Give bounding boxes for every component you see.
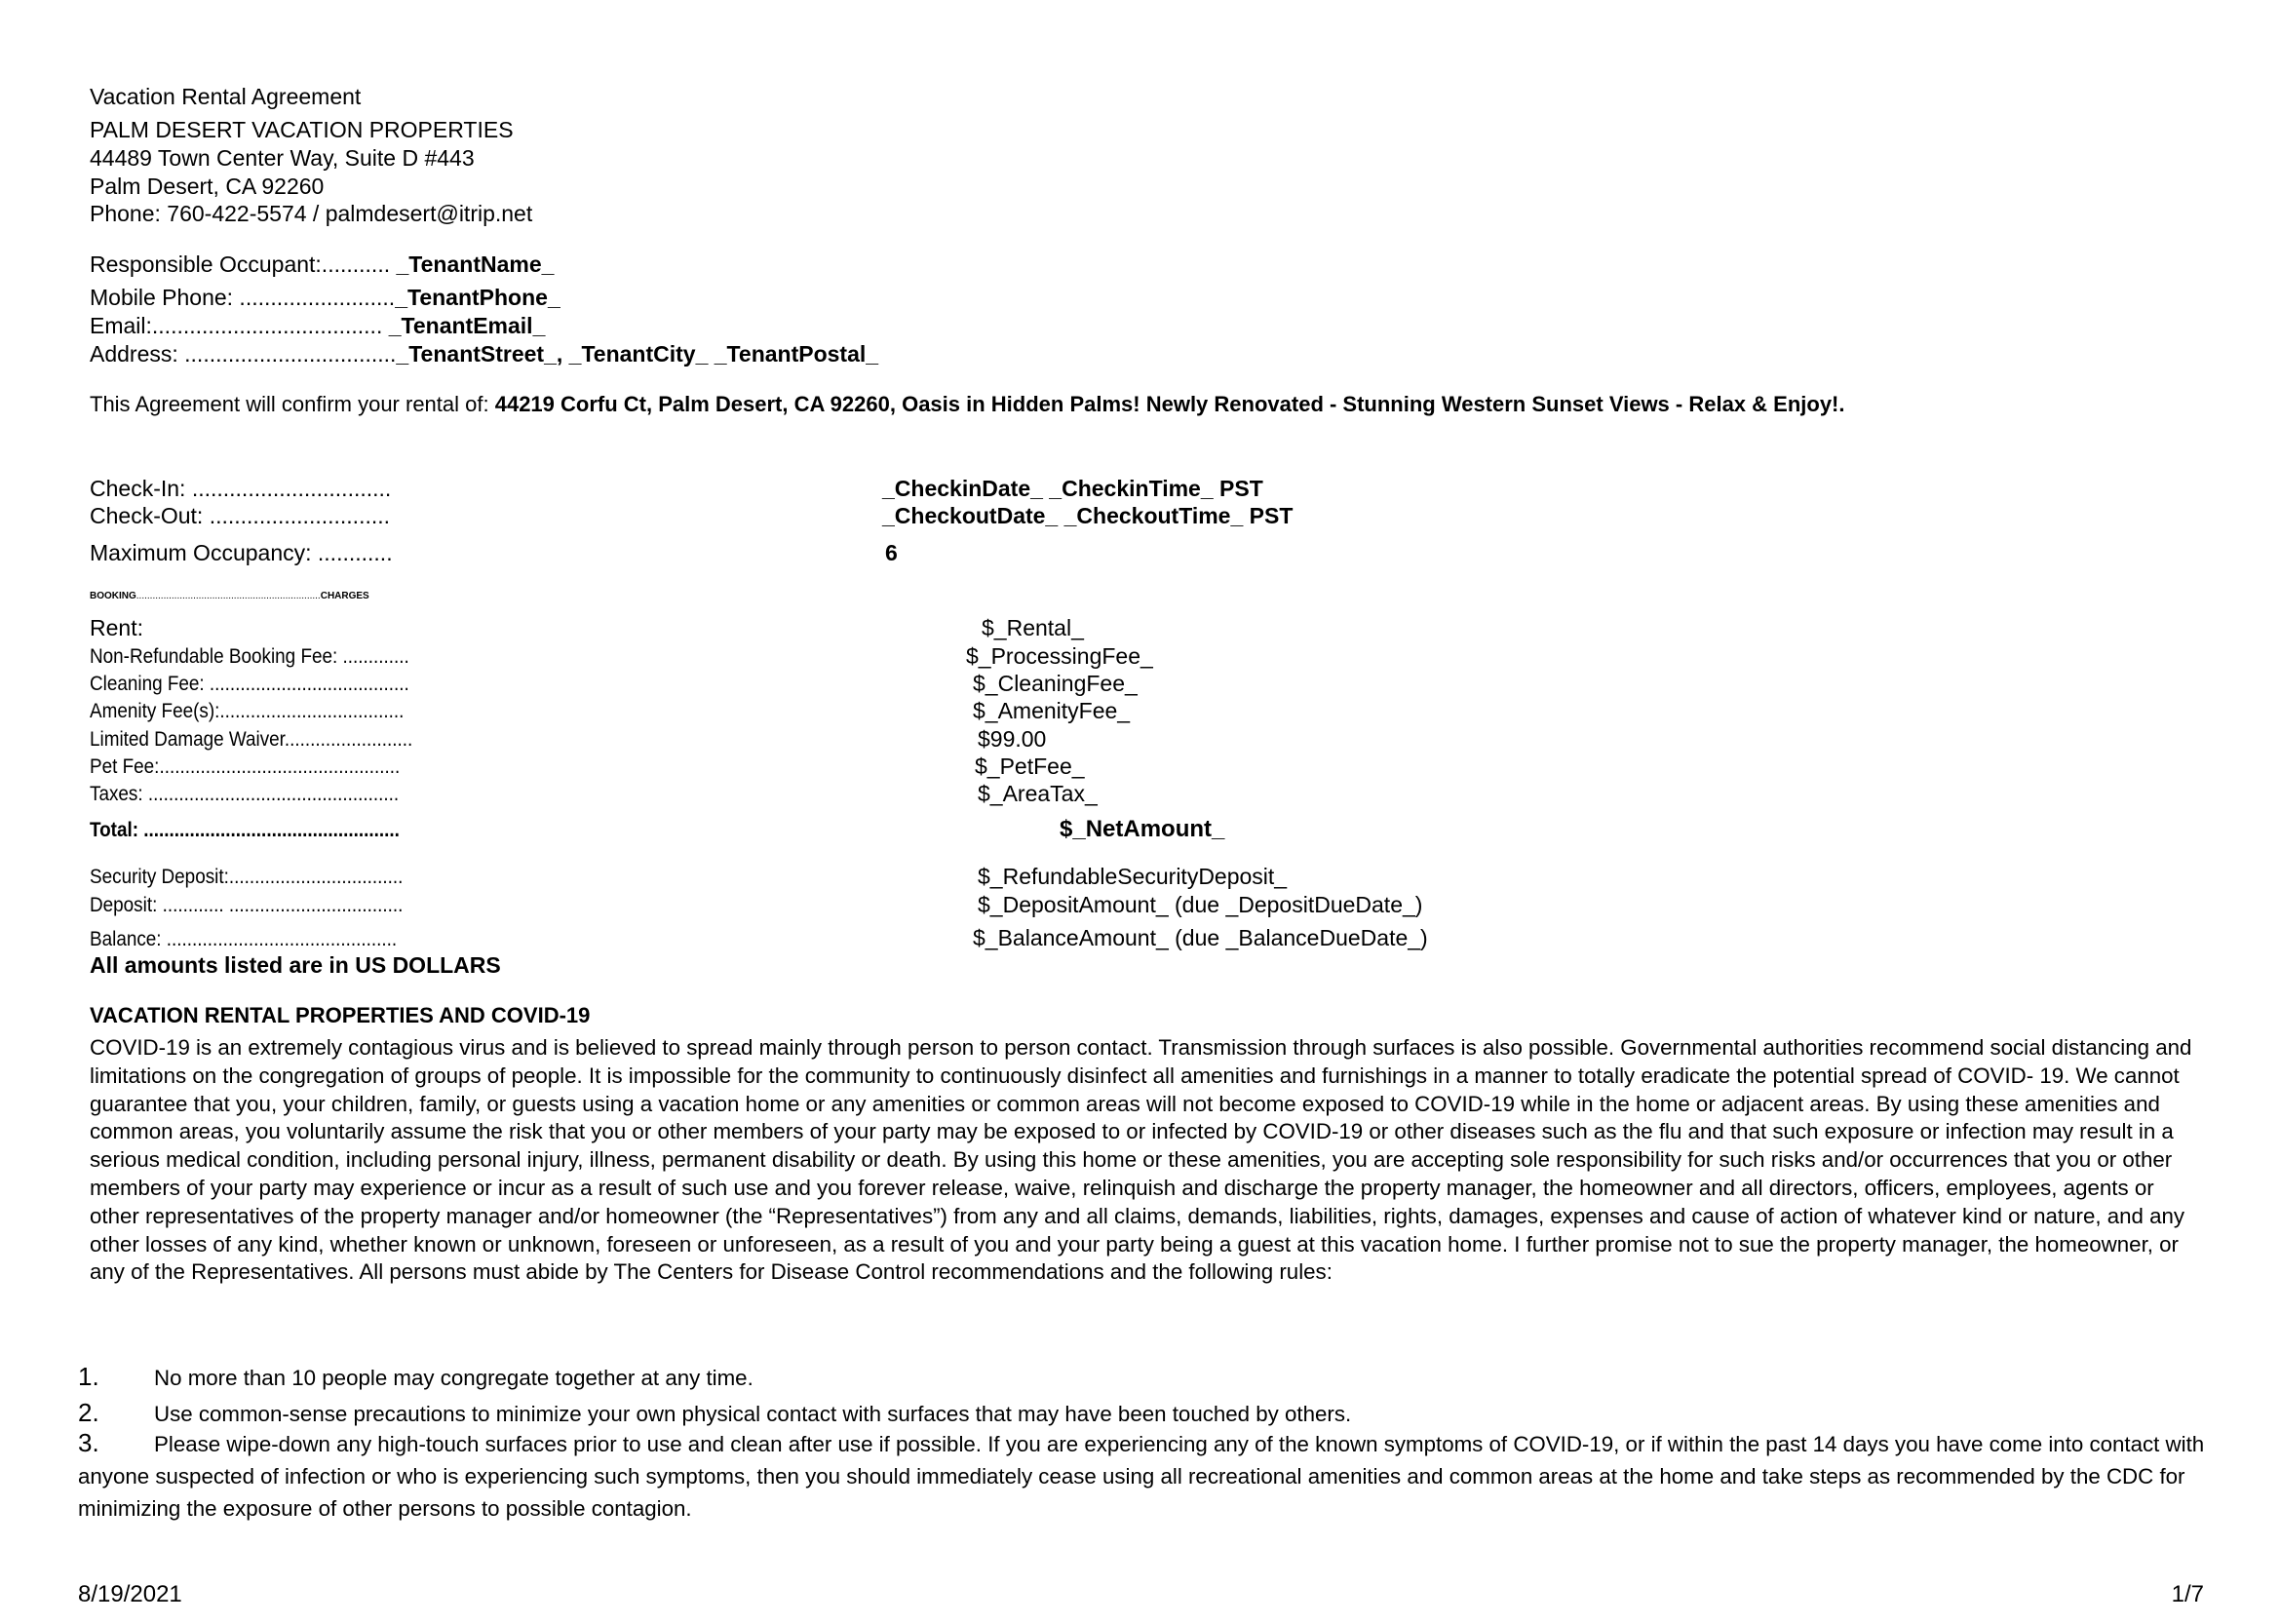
cleaning-fee-value: $_CleaningFee_ [973,671,1138,696]
booking-charges-heading [90,591,369,602]
total-value: $_NetAmount_ [1060,816,1225,842]
covid-rule-2 [78,1397,2242,1430]
deposit-label: Deposit: ............ .................................. [90,894,404,916]
tenant-phone-value: _TenantPhone_ [395,285,560,310]
rule-number: 1. [78,1362,99,1391]
rule-number: 2. [78,1398,99,1427]
booking-fee-label: Non-Refundable Booking Fee: ............. [90,645,409,668]
company-address-line2: Palm Desert, CA 92260 [90,174,325,199]
damage-waiver-value: $99.00 [978,726,1047,752]
balance-label: Balance: ............................................. [90,928,398,950]
tenant-address-row [90,340,878,367]
booking-heading-right: CHARGES [320,591,369,601]
rule-text: Please wipe-down any high-touch surfaces prior to use and clean after use if possible. If you are experiencing any of the known symptoms of COVID-19, or if within the past 14 days you have come into contact with anyone suspected of infection or who is experiencing such symptoms, then you should immediately cease using all recreational amenities and common areas at the home and take steps as recommended by the CDC for minimizing the exposure of other persons to possible contagion. [78,1432,2205,1521]
tenant-address-label: Address: .................................. [90,341,397,367]
occupancy-value: 6 [885,540,898,565]
tenant-address-value: _TenantStreet_, _TenantCity_ _TenantPostal_ [396,341,879,367]
covid-rule-3 [78,1427,2242,1525]
amenity-fee-label: Amenity Fee(s):.................................... [90,700,405,722]
rent-label: Rent: [90,615,143,640]
checkout-value: _CheckoutDate_ _CheckoutTime_ PST [882,503,1294,528]
covid-heading: VACATION RENTAL PROPERTIES AND COVID-19 [90,1003,591,1027]
taxes-value: $_AreaTax_ [978,781,1098,806]
tenant-email-label: Email:..................................... [90,313,383,338]
currency-note: All amounts listed are in US DOLLARS [90,952,501,978]
rule-text: No more than 10 people may congregate together at any time. [154,1366,754,1390]
amenity-fee-value: $_AmenityFee_ [973,698,1131,723]
rental-confirmation [90,390,1845,418]
occupancy-label: Maximum Occupancy: ............ [90,540,393,565]
tenant-occupant-value: _TenantName_ [396,251,555,277]
company-name: PALM DESERT VACATION PROPERTIES [90,117,514,142]
rental-confirmation-lead: This Agreement will confirm your rental of: [90,392,495,416]
covid-body: COVID-19 is an extremely contagious virus and is believed to spread mainly through person to person contact. Transmission through surfaces is also possible. Governmental authorities recommend social distancing and limitations on the congregation of groups of people. It is impossible for the community to continuously disinfect all amenities and furnishings in a manner to totally eradicate the potential spread of COVID- 19. We cannot guarantee that you, your children, family, or guests using a vacation home or any amenities or common areas will not become exposed to COVID-19 while in the home or adjacent areas. By using these amenities and common areas, you voluntarily assume the risk that you or other members of your party may be exposed to or infected by COVID-19 or other diseases such as the flu and that such exposure or infection may result in a serious medical condition, including personal injury, illness, permanent disability or death. By using this home or these amenities, you are accepting sole responsibility for such risks and/or occurrences that you or other members of your party may experience or incur as a result of such use and you forever release, waive, relinquish and discharge the property manager, the homeowner and all directors, officers, employees, agents or other representatives of the property manager and/or homeowner (the “Representatives”) from any and all claims, demands, liabilities, rights, damages, expenses and cause of action of whatever kind or nature, and any other losses of any kind, whether known or unknown, foreseen or unforeseen, as a result of you and your party being a guest at this vacation home. I further promise not to sue the property manager, the homeowner, or any of the Representatives. All persons must abide by The Centers for Disease Control recommendations and the following rules: [90,1035,2192,1285]
security-deposit-label: Security Deposit:.................................. [90,866,404,888]
heading-dot-leader: .................................................................... [135,591,321,601]
document-title: Vacation Rental Agreement [90,84,362,109]
taxes-label: Taxes: ................................................. [90,783,400,805]
footer-date: 8/19/2021 [78,1581,182,1607]
cleaning-fee-label: Cleaning Fee: ....................................... [90,673,409,695]
rule-number: 3. [78,1428,99,1457]
checkout-label: Check-Out: ............................. [90,503,391,528]
rule-text: Use common-sense precautions to minimize your own physical contact with surfaces that may have been touched by others. [154,1402,1352,1426]
rent-value: $_Rental_ [982,615,1084,640]
company-contact: Phone: 760-422-5574 / palmdesert@itrip.net [90,201,533,226]
deposit-value: $_DepositAmount_ (due _DepositDueDate_) [978,892,1423,917]
company-address-line1: 44489 Town Center Way, Suite D #443 [90,145,475,171]
balance-value: $_BalanceAmount_ (due _BalanceDueDate_) [973,925,1428,950]
pet-fee-value: $_PetFee_ [975,754,1085,779]
tenant-occupant-label: Responsible Occupant:........... [90,251,391,277]
covid-rule-1 [78,1361,2242,1394]
tenant-phone-label: Mobile Phone: ......................... [90,285,396,310]
booking-heading-left: BOOKING [90,591,136,601]
tenant-email-value: _TenantEmail_ [388,313,546,338]
booking-fee-value: $_ProcessingFee_ [966,643,1153,669]
pet-fee-label: Pet Fee:............................................... [90,755,401,778]
total-label: Total: .................................................. [90,819,400,841]
rental-property: 44219 Corfu Ct, Palm Desert, CA 92260, Oasis in Hidden Palms! Newly Renovated - Stunning Western Sunset Views - Relax & Enjoy!. [494,392,1845,416]
damage-waiver-label: Limited Damage Waiver......................... [90,728,413,751]
footer-page-number: 1/7 [2171,1581,2204,1607]
checkin-value: _CheckinDate_ _CheckinTime_ PST [882,476,1263,501]
tenant-email-row [90,312,545,339]
tenant-occupant-row [90,251,554,278]
checkin-label: Check-In: ................................ [90,476,392,501]
security-deposit-value: $_RefundableSecurityDeposit_ [978,864,1288,889]
tenant-phone-row [90,284,560,311]
